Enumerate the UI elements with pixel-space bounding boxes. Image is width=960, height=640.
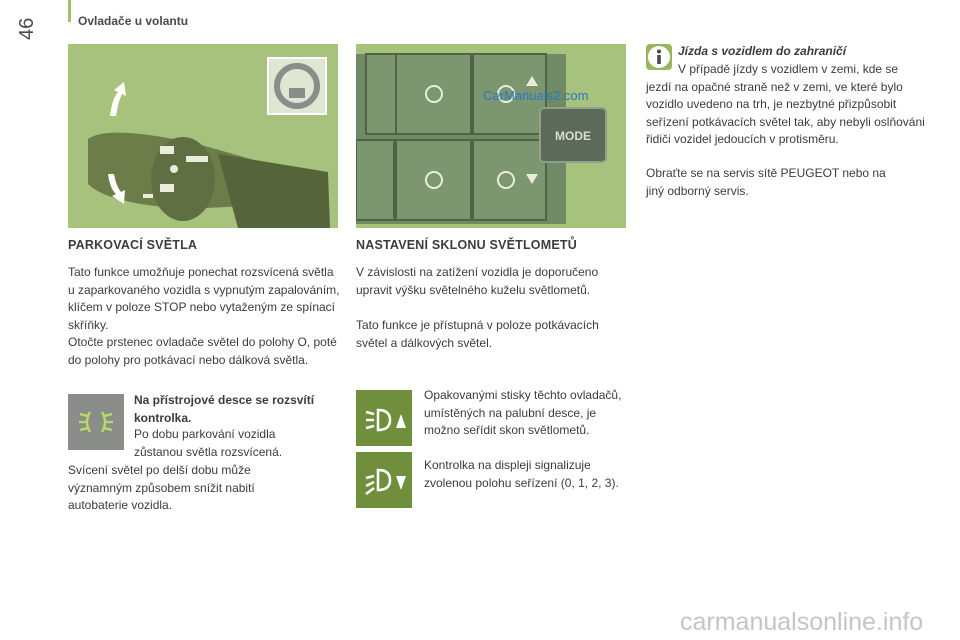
watermark-top: CarManuals2.com — [483, 88, 589, 103]
parking-lamp-warning-icon — [68, 394, 124, 450]
headlamp-buttons-text: Opakovanými stisky těchto ovladačů, umístěných na palubní desce, je možno seřídit skon světlometů. — [424, 388, 622, 437]
section-header: Ovladače u volantu — [78, 14, 189, 28]
abroad-driving-service: Obraťte se na servis sítě PEUGEOT nebo na jiný odborný servis. — [646, 166, 886, 198]
headlamp-up-button-icon — [356, 390, 412, 446]
abroad-driving-text: V případě jízdy s vozidlem v zemi, kde se jezdí na opačné straně než v zemi, ve které bylo vozidlo uvedeno na trh, je nezbytné přizpůsobit seřízení potkávacích světel tak, aby nebyli oslňováni řidiči vozidel jedoucích v protisměru. — [646, 62, 925, 146]
header-rule — [68, 0, 71, 22]
headlamp-adjust-availability: Tato funkce je přístupná v poloze potkávacích světel a dálkových světel. — [356, 318, 599, 350]
lighting-stalk-illustration — [68, 44, 338, 228]
headlamp-adjust-heading: NASTAVENÍ SKLONU SVĚTLOMETŮ — [356, 238, 577, 252]
headlamp-down-button-icon — [356, 452, 412, 508]
headlamp-adjust-panel-illustration — [356, 44, 626, 228]
page-number: 46 — [16, 17, 38, 40]
parking-note-title: Na přístrojové desce se rozsvítí kontrolka. — [134, 393, 315, 425]
watermark-bottom: carmanualsonline.info — [680, 608, 924, 636]
battery-warning-text: Svícení světel po delší dobu může významným způsobem snížit nabití autobaterie vozidla. — [68, 463, 255, 512]
mode-button-label: MODE — [555, 129, 591, 143]
parking-note-text: Po dobu parkování vozidla zůstanou světla rozsvícená. — [134, 427, 283, 459]
parking-lights-steps: Otočte prstenec ovladače světel do polohy O, poté do polohy pro potkávací nebo dálková světla. — [68, 335, 337, 367]
parking-lights-heading: PARKOVACÍ SVĚTLA — [68, 238, 198, 252]
parking-lights-intro: Tato funkce umožňuje ponechat rozsvícená světla u zaparkovaného vozidla s vypnutým zapalováním, klíčem v poloze STOP nebo vytaženým ze spínací skříňky. — [68, 265, 340, 332]
abroad-driving-title: Jízda s vozidlem do zahraničí — [678, 44, 847, 58]
headlamp-adjust-intro: V závislosti na zatížení vozidla je doporučeno upravit výšku světelného kuželu světlometů. — [356, 265, 599, 297]
headlamp-indicator-text: Kontrolka na displeji signalizuje zvolenou polohu seřízení (0, 1, 2, 3). — [424, 458, 619, 490]
